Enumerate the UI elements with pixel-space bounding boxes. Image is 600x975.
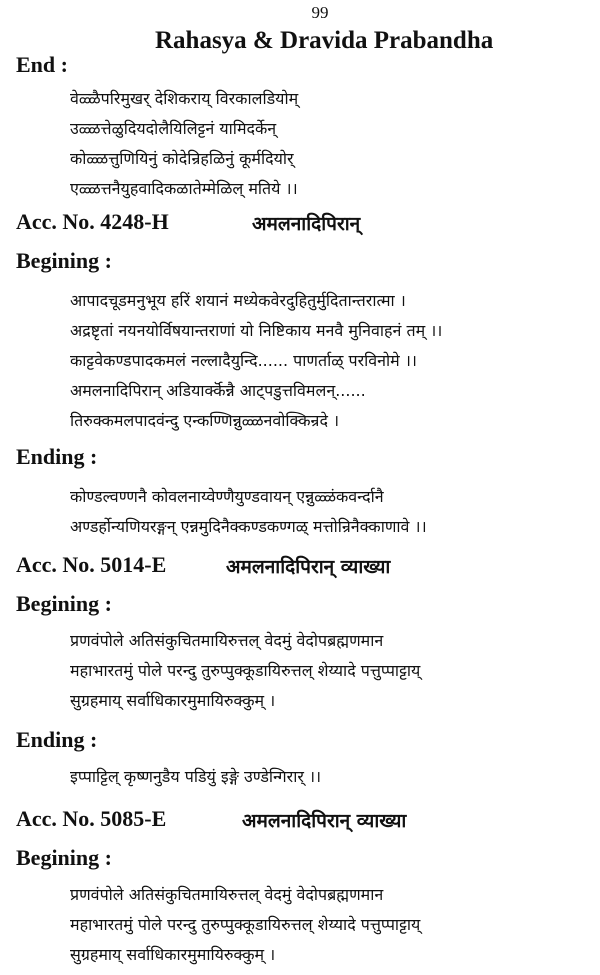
verse-line: इप्पाट्टिल् कृष्णनुडैय पडियुं इङ्गे उण्डेन्गिरार् ।। [70, 767, 322, 786]
page-number: 99 [311, 3, 329, 22]
accession-number: Acc. No. 5085-E [16, 806, 167, 831]
beginning-verse [70, 286, 442, 436]
ending-verse [70, 762, 321, 792]
accession-entry-5085 [16, 806, 407, 832]
beginning-verse [70, 626, 420, 716]
verse-line: प्रणवंपोले अतिसंकुचितमायिरुत्तल् वेदमुं वेदोपब्रह्मणमान [70, 885, 384, 904]
running-title: Rahasya & Dravida Prabandha [155, 27, 494, 54]
verse-line: अण्डर्होन्यणियरङ्गन् एन्नमुदिनैक्कण्डकण्गळ् मत्तोन्रिनैक्काणावे ।। [70, 517, 427, 536]
verse-line: कोळ्ळत्तुणियिनुं कोदेन्रिहळिनुं कूर्मदियोर् [70, 149, 294, 168]
verse-line: कोण्डल्वण्णनै कोवलनाय्वेण्णैयुण्डवायन् एन्नुळ्ळंकवर्न्दानै [70, 487, 384, 506]
ending-verse [70, 482, 427, 542]
verse-line: काट्टवेकण्डपादकमलं नल्लादैयुन्दि...... पाणर्ताळ् परविनोमे ।। [70, 351, 417, 370]
verse-line: महाभारतमुं पोले परन्दु तुरुप्पुक्कूडायिरुत्तल् शेय्यादे पत्तुप्पाट्टाय् [70, 661, 421, 680]
end-heading: End : [16, 52, 68, 77]
accession-entry-5014 [16, 552, 391, 578]
end-verse [70, 84, 298, 204]
accession-number: Acc. No. 5014-E [16, 552, 167, 577]
verse-line: प्रणवंपोले अतिसंकुचितमायिरुत्तल् वेदमुं वेदोपब्रह्मणमान [70, 631, 384, 650]
verse-line: अमलनादिपिरान् अडियार्क्कॆन्नै आट्पडुत्तविमलन्...... [70, 381, 366, 400]
verse-line: अद्रष्टृतां नयनयोर्विषयान्तराणां यो निष्टिकाय मनवै मुनिवाहनं तम् ।। [70, 321, 443, 340]
verse-line: उळ्ळत्तेळुदियदोलैयिलिट्टनं यामिदर्केन् [70, 119, 277, 138]
work-title: अमलनादिपिरान् व्याख्या [242, 810, 407, 832]
ending-heading: Ending : [16, 444, 98, 469]
verse-line: महाभारतमुं पोले परन्दु तुरुप्पुक्कूडायिरुत्तल् शेय्यादे पत्तुप्पाट्टाय् [70, 915, 421, 934]
verse-line: आपादचूडमनुभूय हरिं शयानं मध्येकवेरदुहितुर्मुदितान्तरात्मा । [70, 291, 406, 310]
beginning-heading: Begining : [16, 845, 112, 870]
verse-line: सुग्रहमाय् सर्वाधिकारमुमायिरुक्कुम् । [70, 691, 276, 710]
ending-heading: Ending : [16, 727, 98, 752]
verse-line: तिरुक्कमलपादवंन्दु एन्कण्णिन्नुळ्ळनवोक्किन्रदे । [70, 411, 340, 430]
verse-line: एळ्ळत्तनैयुहवादिकळातेम्मेळिल् मतिये ।। [70, 179, 298, 198]
accession-entry-4248 [16, 209, 361, 235]
work-title: अमलनादिपिरान् [252, 213, 361, 235]
beginning-verse [70, 880, 420, 970]
beginning-heading: Begining : [16, 591, 112, 616]
beginning-heading: Begining : [16, 248, 112, 273]
work-title: अमलनादिपिरान् व्याख्या [226, 556, 391, 578]
verse-line: वेळ्ळैपरिमुखर् देशिकराय् विरकालडियोम् [70, 89, 299, 108]
verse-line: सुग्रहमाय् सर्वाधिकारमुमायिरुक्कुम् । [70, 945, 276, 964]
accession-number: Acc. No. 4248-H [16, 209, 169, 234]
